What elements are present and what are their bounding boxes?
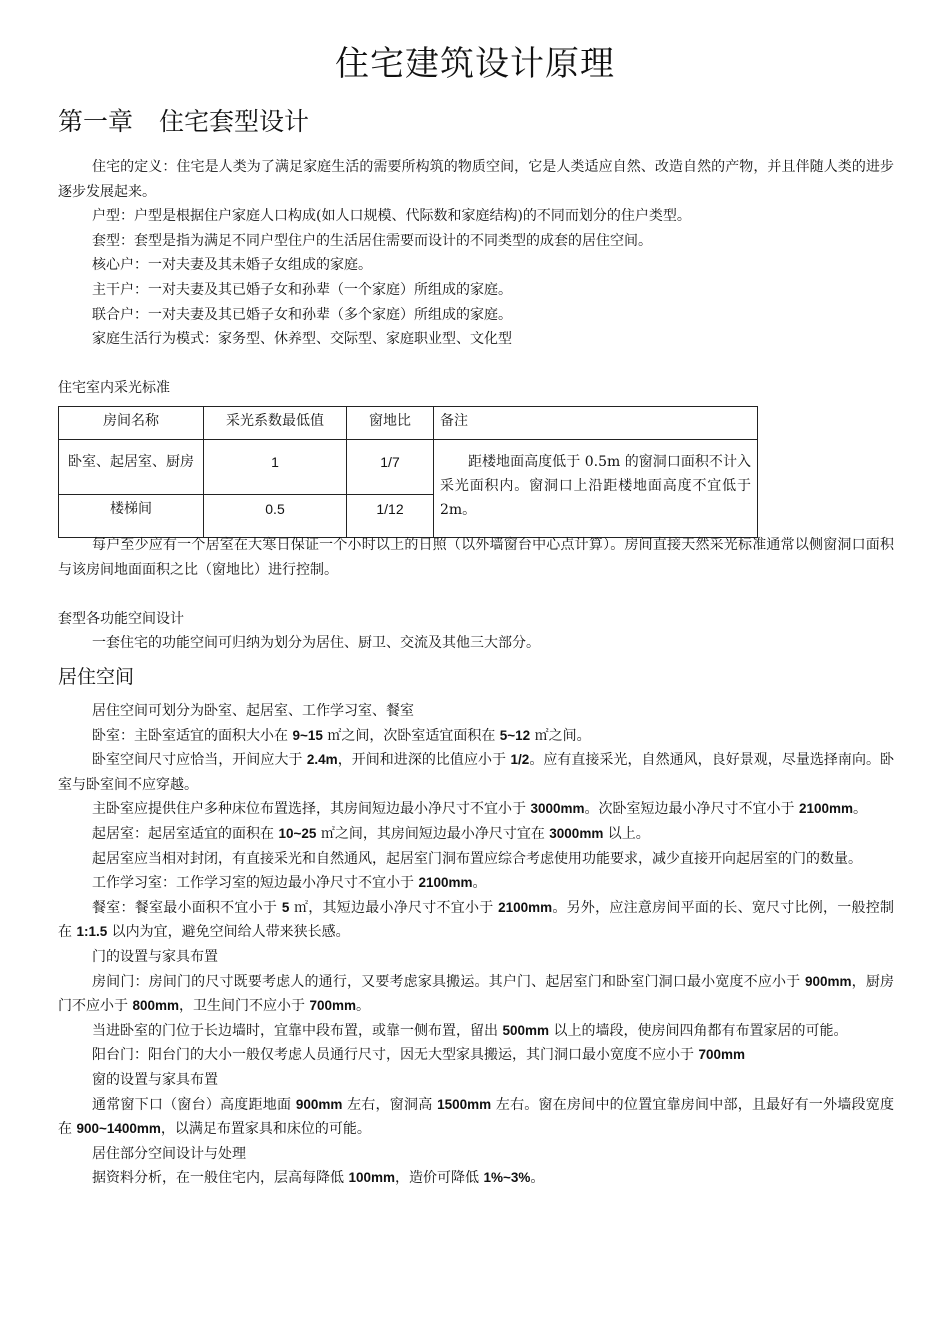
lighting-standard-table — [58, 406, 758, 538]
paragraph: 通常窗下口（窗台）高度距地面 900mm 左右，窗洞高 1500mm 左右。窗在房间中的位置宜靠房间中部，且最好有一外墙段宽度在 900~1400mm，以满足布置家具和床位的可能。 — [58, 1096, 894, 1138]
chapter-name: 住宅套型设计 — [159, 107, 310, 136]
definition-paragraph: 套型：套型是指为满足不同户型住户的生活居住需要而设计的不同类型的成套的居住空间。 — [92, 232, 652, 249]
table-caption: 住宅室内采光标准 — [58, 380, 170, 397]
subheading: 门的设置与家具布置 — [92, 948, 218, 965]
definition-paragraph: 住宅的定义：住宅是人类为了满足家庭生活的需要所构筑的物质空间，它是人类适应自然、改造自然的产物，并且伴随人类的进步逐步发展起来。 — [58, 159, 894, 200]
table-header-cell: 窗地比 — [347, 407, 434, 440]
table-cell: 楼梯间 — [59, 495, 204, 538]
document-title: 住宅建筑设计原理 — [335, 44, 615, 84]
table-header-cell: 采光系数最低值 — [204, 407, 347, 440]
table-cell: 0.5 — [204, 495, 347, 538]
lighting-table-wrap — [58, 406, 894, 538]
paragraph: 餐室：餐室最小面积不宜小于 5 ㎡，其短边最小净尺寸不宜小于 2100mm。另外，应注意房间平面的长、宽尺寸比例，一般控制在 1:1.5 以内为宜，避免空间给人带来狭长感。 — [58, 899, 894, 941]
definition-paragraph: 核心户：一对夫妻及其未婚子女组成的家庭。 — [92, 257, 372, 274]
table-header-cell: 房间名称 — [59, 407, 204, 440]
table-header-row — [59, 407, 758, 440]
sunlight-paragraph: 每户至少应有一个居室在大寒日保证一个小时以上的日照（以外墙窗台中心点计算）。房间直接天然采光标准通常以侧窗洞口面积与该房间地面面积之比（窗地比）进行控制。 — [58, 537, 894, 578]
definition-paragraph: 家庭生活行为模式：家务型、休养型、交际型、家庭职业型、文化型 — [92, 331, 512, 348]
function-space-paragraph: 一套住宅的功能空间可归纳为划分为居住、厨卫、交流及其他三大部分。 — [92, 635, 540, 652]
function-space-heading: 套型各功能空间设计 — [58, 610, 184, 627]
subheading: 窗的设置与家具布置 — [92, 1071, 218, 1088]
paragraph: 起居室：起居室适宜的面积在 10~25 ㎡之间，其房间短边最小净尺寸宜在 3000mm 以上。 — [92, 825, 650, 842]
paragraph: 工作学习室：工作学习室的短边最小净尺寸不宜小于 2100mm。 — [92, 875, 487, 892]
table-cell: 1/12 — [347, 495, 434, 538]
paragraph: 房间门：房间门的尺寸既要考虑人的通行，又要考虑家具搬运。其户门、起居室门和卧室门洞口最小宽度不应小于 900mm，厨房门不应小于 800mm，卫生间门不应小于 700mm。 — [58, 973, 895, 1015]
after-table-block — [58, 533, 894, 656]
paragraph: 阳台门：阳台门的大小一般仅考虑人员通行尺寸，因无大型家具搬运，其门洞口最小宽度不应小于 700mm — [92, 1047, 745, 1064]
table-row — [59, 440, 758, 495]
paragraph: 据资料分析，在一般住宅内，层高每降低 100mm，造价可降低 1%~3%。 — [92, 1170, 545, 1187]
table-cell: 1/7 — [347, 440, 434, 495]
table-cell: 1 — [204, 440, 347, 495]
subheading: 居住部分空间设计与处理 — [92, 1145, 246, 1162]
paragraph: 居住空间可划分为卧室、起居室、工作学习室、餐室 — [92, 703, 414, 719]
chapter-number: 第一章 — [58, 107, 134, 136]
definition-paragraph: 户型：户型是根据住户家庭人口构成(如人口规模、代际数和家庭结构)的不同而划分的住户类型。 — [92, 208, 691, 225]
definition-paragraph: 联合户：一对夫妻及其已婚子女和孙辈（多个家庭）所组成的家庭。 — [92, 306, 512, 323]
section-heading: 居住空间 — [58, 666, 135, 688]
paragraph: 卧室空间尺寸应恰当，开间应大于 2.4m，开间和进深的比值应小于 1/2。应有直接采光，自然通风，良好景观，尽量选择南向。卧室与卧室间不应穿越。 — [58, 752, 895, 793]
paragraph: 当进卧室的门位于长边墙时，宜靠中段布置，或靠一侧布置，留出 500mm 以上的墙段，使房间四角都有布置家居的可能。 — [92, 1022, 848, 1039]
definitions-block — [58, 155, 894, 401]
living-space-section — [58, 661, 894, 1191]
table-note-cell: 距楼地面高度低于 0.5m 的窗洞口面积不计入采光面积内。窗洞口上沿距楼地面高度不宜低于 2m。 — [434, 440, 758, 538]
paragraph: 起居室应当相对封闭，有直接采光和自然通风，起居室门洞布置应综合考虑使用功能要求，减少直接开向起居室的门的数量。 — [92, 850, 862, 867]
chapter-heading — [58, 104, 309, 140]
paragraph: 卧室：主卧室适宜的面积大小在 9~15 ㎡之间，次卧室适宜面积在 5~12 ㎡之间。 — [92, 727, 591, 744]
table-header-cell: 备注 — [434, 407, 758, 440]
table-cell: 卧室、起居室、厨房 — [59, 440, 204, 495]
definition-paragraph: 主干户：一对夫妻及其已婚子女和孙辈（一个家庭）所组成的家庭。 — [92, 281, 512, 298]
paragraph: 主卧室应提供住户多种床位布置选择，其房间短边最小净尺寸不宜小于 3000mm。次卧室短边最小净尺寸不宜小于 2100mm。 — [92, 801, 867, 818]
